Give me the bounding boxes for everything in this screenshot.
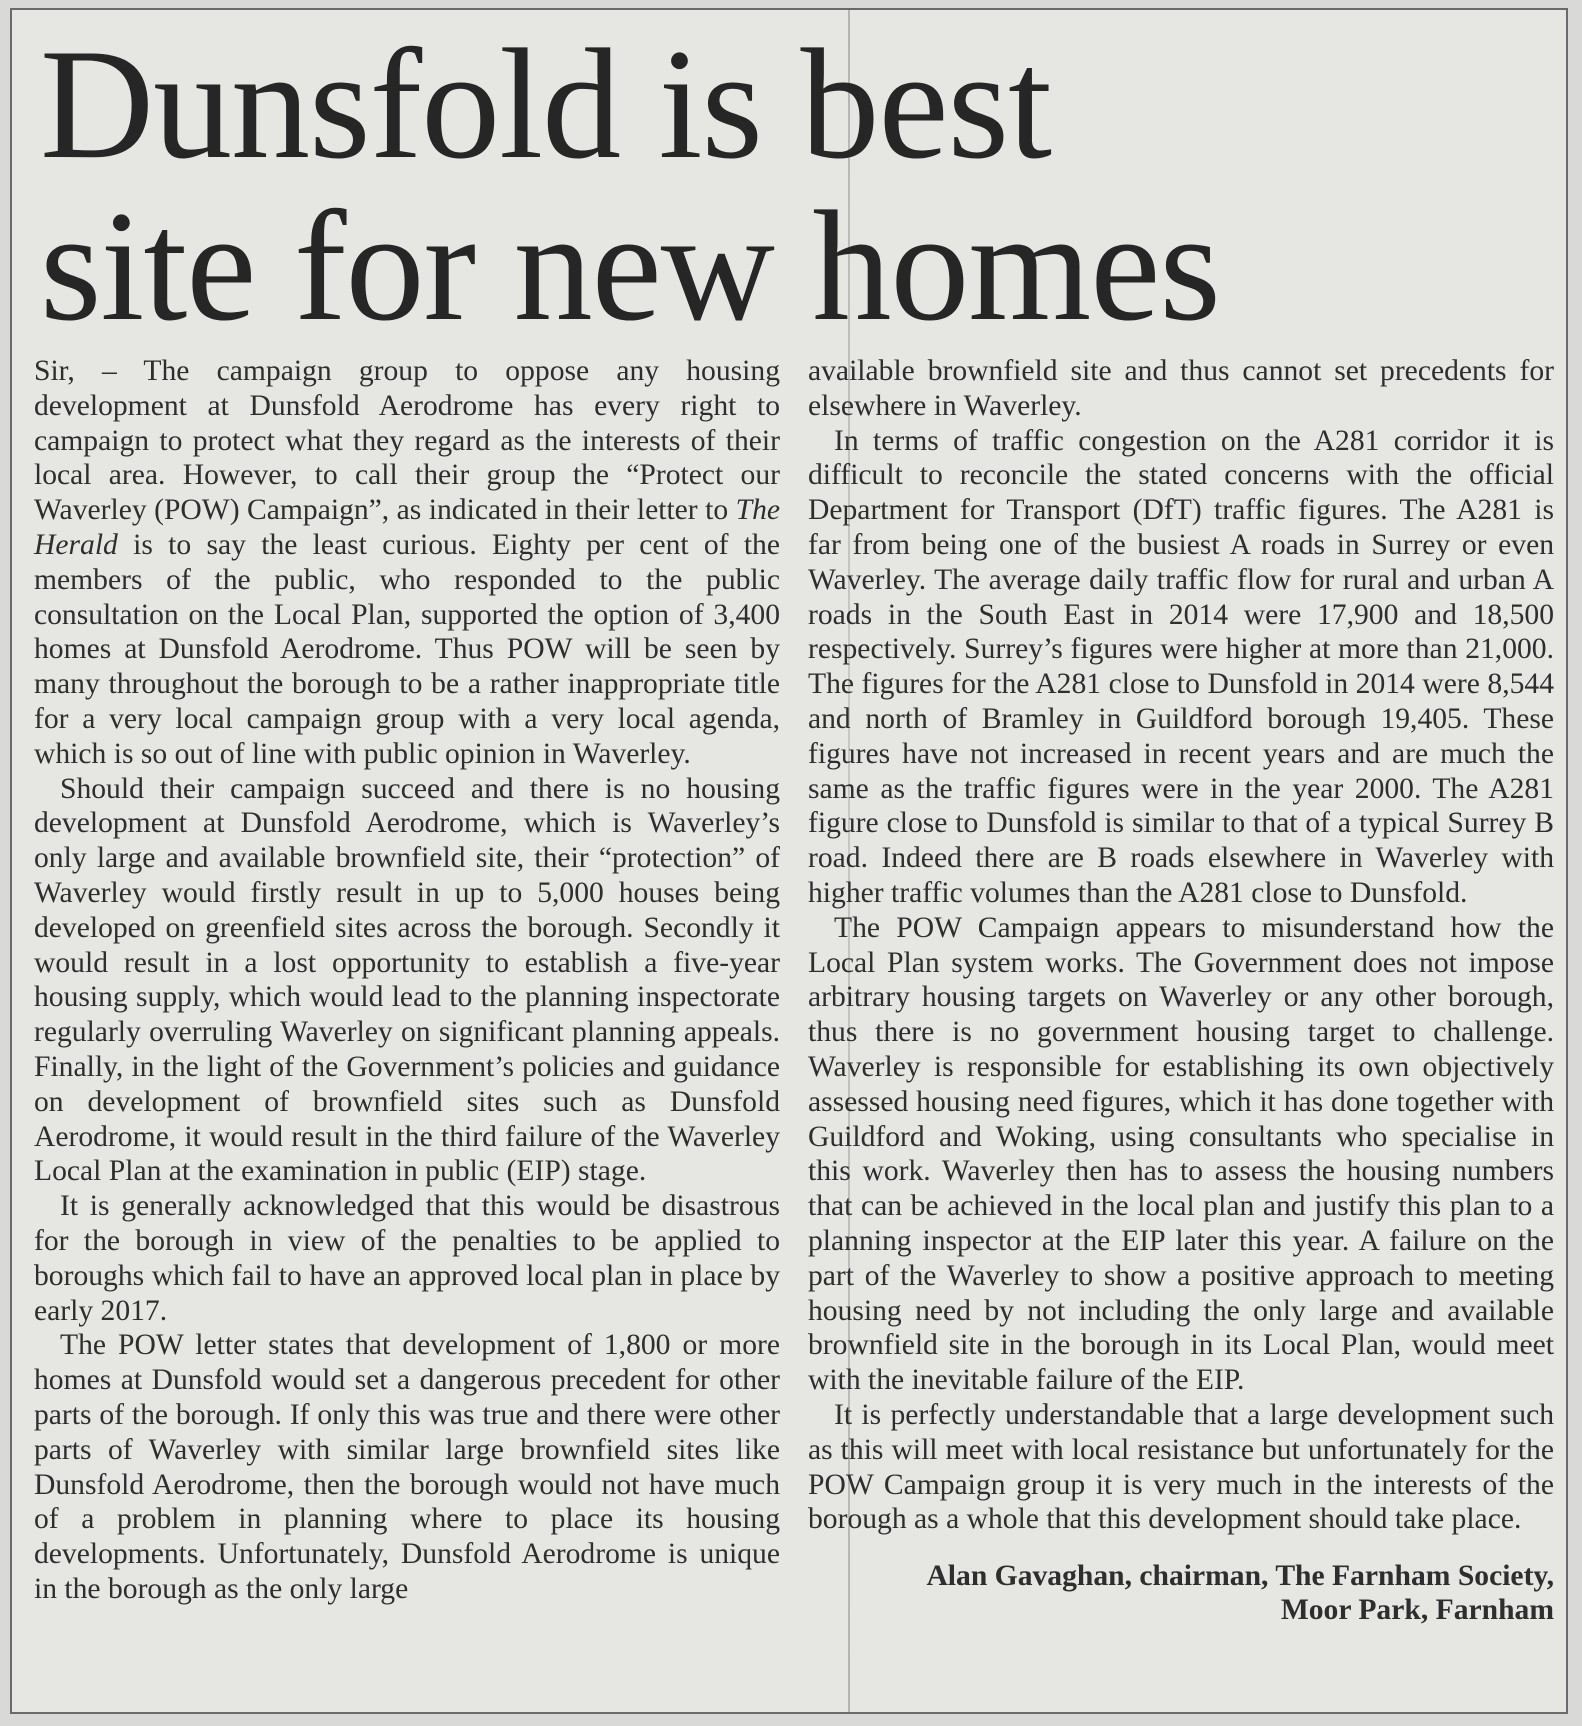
- paragraph-text: is to say the least curious. Eighty per cent of the members of the public, who responded to the public consultation on the Local Plan, supported the option of 3,400 homes at Dunsfold Aerodrome. Thus POW will be seen by many throughout the borough to be a rather inappropriate title for a very local campaign group with a very local agenda, which is so out of line with public opinion in Waverley.: [34, 528, 780, 770]
- column-right: [808, 354, 1554, 1627]
- article-body: [34, 354, 1554, 1694]
- headline-line-2: site for new homes: [40, 179, 1220, 354]
- paragraph: The POW Campaign appears to misunderstand how the Local Plan system works. The Government does not impose arbitrary housing targets on Waverley or any other borough, thus there is no government housing target to challenge. Waverley is responsible for establishing its own objectively assessed housing need figures, which it has done together with Guildford and Woking, using consultants who specialise in this work. Waverley then has to assess the housing numbers that can be achieved in the local plan and justify this plan to a planning inspector at the EIP later this year. A failure on the part of the Waverley to show a positive approach to meeting housing need by not including the only large and available brownfield site in the borough in its Local Plan, would meet with the inevitable failure of the EIP.: [808, 911, 1554, 1397]
- paragraph: available brownfield site and thus cannot set precedents for elsewhere in Waverley.: [808, 355, 1554, 422]
- newspaper-name: The Herald: [34, 494, 780, 561]
- headline-line-1: Dunsfold is best: [40, 17, 1051, 192]
- paragraph: The POW letter states that development of 1,800 or more homes at Dunsfold would set a dangerous precedent for other parts of the borough. If only this was true and there were other parts of Waverley with similar large brownfield sites like Dunsfold Aerodrome, then the borough would not have much of a problem in planning where to place its housing developments. Unfortunately, Dunsfold Aerodrome is unique in the borough as the only large: [34, 1329, 780, 1605]
- headline: [40, 17, 1440, 354]
- paragraph: [34, 354, 780, 772]
- paragraph: It is perfectly understandable that a large development such as this will meet with local resistance but unfortunately for the POW Campaign group it is very much in the interests of the borough as a whole that this development should take place.: [808, 1398, 1554, 1536]
- letter-signature: [808, 1559, 1554, 1627]
- column-left: [34, 354, 780, 1607]
- newspaper-clipping: [10, 8, 1568, 1714]
- paragraph: In terms of traffic congestion on the A281 corridor it is difficult to reconcile the stated concerns with the official Department for Transport (DfT) traffic figures. The A281 is far from being one of the busiest A roads in Surrey or even Waverley. The average daily traffic flow for rural and urban A roads in the South East in 2014 were 17,900 and 18,500 respectively. Surrey’s figures were higher at more than 21,000. The figures for the A281 close to Dunsfold in 2014 were 8,544 and north of Bramley in Guildford borough 19,405. These figures have not increased in recent years and are much the same as the traffic figures were in the year 2000. The A281 figure close to Dunsfold is similar to that of a typical Surrey B road. Indeed there are B roads elsewhere in Waverley with higher traffic volumes than the A281 close to Dunsfold.: [808, 424, 1554, 909]
- signature-line-1: Alan Gavaghan, chairman, The Farnham Society,: [926, 1560, 1554, 1593]
- paragraph: Should their campaign succeed and there is no housing development at Dunsfold Aerodrome, which is Waverley’s only large and available brownfield site, their “protection” of Waverley would firstly result in up to 5,000 houses being developed on greenfield sites across the borough. Secondly it would result in a lost opportunity to establish a five-year housing supply, which would lead to the planning inspectorate regularly overruling Waverley on significant planning appeals. Finally, in the light of the Government’s policies and guidance on development of brownfield sites such as Dunsfold Aerodrome, it would result in the third failure of the Waverley Local Plan at the examination in public (EIP) stage.: [34, 772, 780, 1188]
- signature-line-2: Moor Park, Farnham: [1280, 1594, 1554, 1627]
- paragraph: It is generally acknowledged that this would be disastrous for the borough in view of the penalties to be applied to boroughs which fail to have an approved local plan in place by early 2017.: [34, 1190, 780, 1327]
- paragraph-text: Sir, – The campaign group to oppose any housing development at Dunsfold Aerodrome has every right to campaign to protect what they regard as the interests of their local area. However, to call their group the “Protect our Waverley (POW) Campaign”, as indicated in their letter to: [34, 355, 780, 527]
